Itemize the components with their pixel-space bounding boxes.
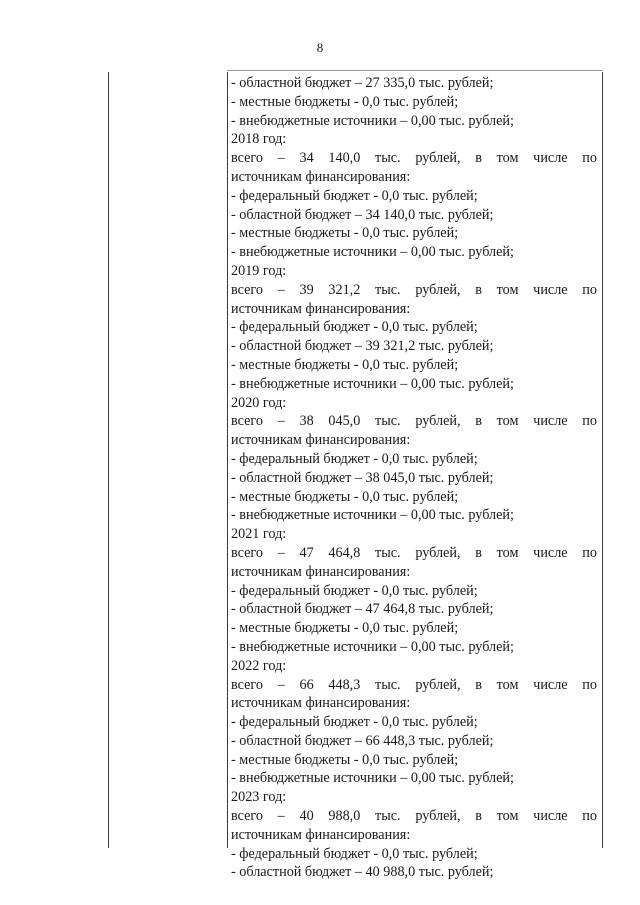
text-line: - внебюджетные источники – 0,00 тыс. рублей; <box>231 244 514 261</box>
text-line: - местные бюджеты - 0,0 тыс. рублей; <box>231 751 459 768</box>
text-line: 2020 год: <box>231 394 287 411</box>
total-amount-line: всего – 66 448,3 тыс. рублей, в том числе по <box>231 676 597 693</box>
table-left-border <box>108 72 109 848</box>
text-line: 2019 год: <box>231 262 287 279</box>
text-line: - внебюджетные источники – 0,00 тыс. рублей; <box>231 112 514 129</box>
text-line: - федеральный бюджет - 0,0 тыс. рублей; <box>231 714 478 731</box>
text-line: источникам финансирования: <box>231 695 411 712</box>
text-line: - федеральный бюджет - 0,0 тыс. рублей; <box>231 319 478 336</box>
text-line: - внебюджетные источники – 0,00 тыс. рублей; <box>231 770 514 787</box>
text-line: - местные бюджеты - 0,0 тыс. рублей; <box>231 620 459 637</box>
text-line: - областной бюджет – 47 464,8 тыс. рублей; <box>231 601 494 618</box>
total-amount-line: всего – 34 140,0 тыс. рублей, в том числе по <box>231 150 597 167</box>
text-line: - местные бюджеты - 0,0 тыс. рублей; <box>231 225 459 242</box>
text-line: 2023 год: <box>231 789 287 806</box>
text-line: 2022 год: <box>231 657 287 674</box>
text-line: источникам финансирования: <box>231 826 411 843</box>
total-amount-line: всего – 40 988,0 тыс. рублей, в том числе по <box>231 808 597 825</box>
text-line: - внебюджетные источники – 0,00 тыс. рублей; <box>231 507 514 524</box>
text-line: - местные бюджеты - 0,0 тыс. рублей; <box>231 93 459 110</box>
total-amount-line: всего – 39 321,2 тыс. рублей, в том числе по <box>231 281 597 298</box>
text-line: - областной бюджет – 40 988,0 тыс. рублей; <box>231 864 494 881</box>
text-line: - федеральный бюджет - 0,0 тыс. рублей; <box>231 450 478 467</box>
text-line: - федеральный бюджет - 0,0 тыс. рублей; <box>231 582 478 599</box>
table-column-divider <box>227 72 228 848</box>
text-line: - местные бюджеты - 0,0 тыс. рублей; <box>231 488 459 505</box>
text-line: - областной бюджет – 38 045,0 тыс. рублей; <box>231 469 494 486</box>
page-number: 8 <box>316 40 324 55</box>
text-line: - внебюджетные источники – 0,00 тыс. рублей; <box>231 375 514 392</box>
text-line: 2018 год: <box>231 131 287 148</box>
table-top-border <box>227 70 603 71</box>
text-line: - областной бюджет – 34 140,0 тыс. рублей; <box>231 206 494 223</box>
total-amount-line: всего – 38 045,0 тыс. рублей, в том числе по <box>231 413 597 430</box>
text-line: - федеральный бюджет - 0,0 тыс. рублей; <box>231 845 478 862</box>
text-line: источникам финансирования: <box>231 563 411 580</box>
funding-text-cell <box>231 74 597 882</box>
text-line: источникам финансирования: <box>231 432 411 449</box>
text-line: источникам финансирования: <box>231 168 411 185</box>
text-line: - областной бюджет – 39 321,2 тыс. рублей; <box>231 338 494 355</box>
text-line: - областной бюджет – 66 448,3 тыс. рублей; <box>231 732 494 749</box>
text-line: - местные бюджеты - 0,0 тыс. рублей; <box>231 356 459 373</box>
total-amount-line: всего – 47 464,8 тыс. рублей, в том числе по <box>231 544 597 561</box>
table-right-border <box>602 72 603 848</box>
text-line: 2021 год: <box>231 526 287 543</box>
text-line: - внебюджетные источники – 0,00 тыс. рублей; <box>231 638 514 655</box>
text-line: - областной бюджет – 27 335,0 тыс. рублей; <box>231 75 494 91</box>
text-line: - федеральный бюджет - 0,0 тыс. рублей; <box>231 187 478 204</box>
text-line: источникам финансирования: <box>231 300 411 317</box>
